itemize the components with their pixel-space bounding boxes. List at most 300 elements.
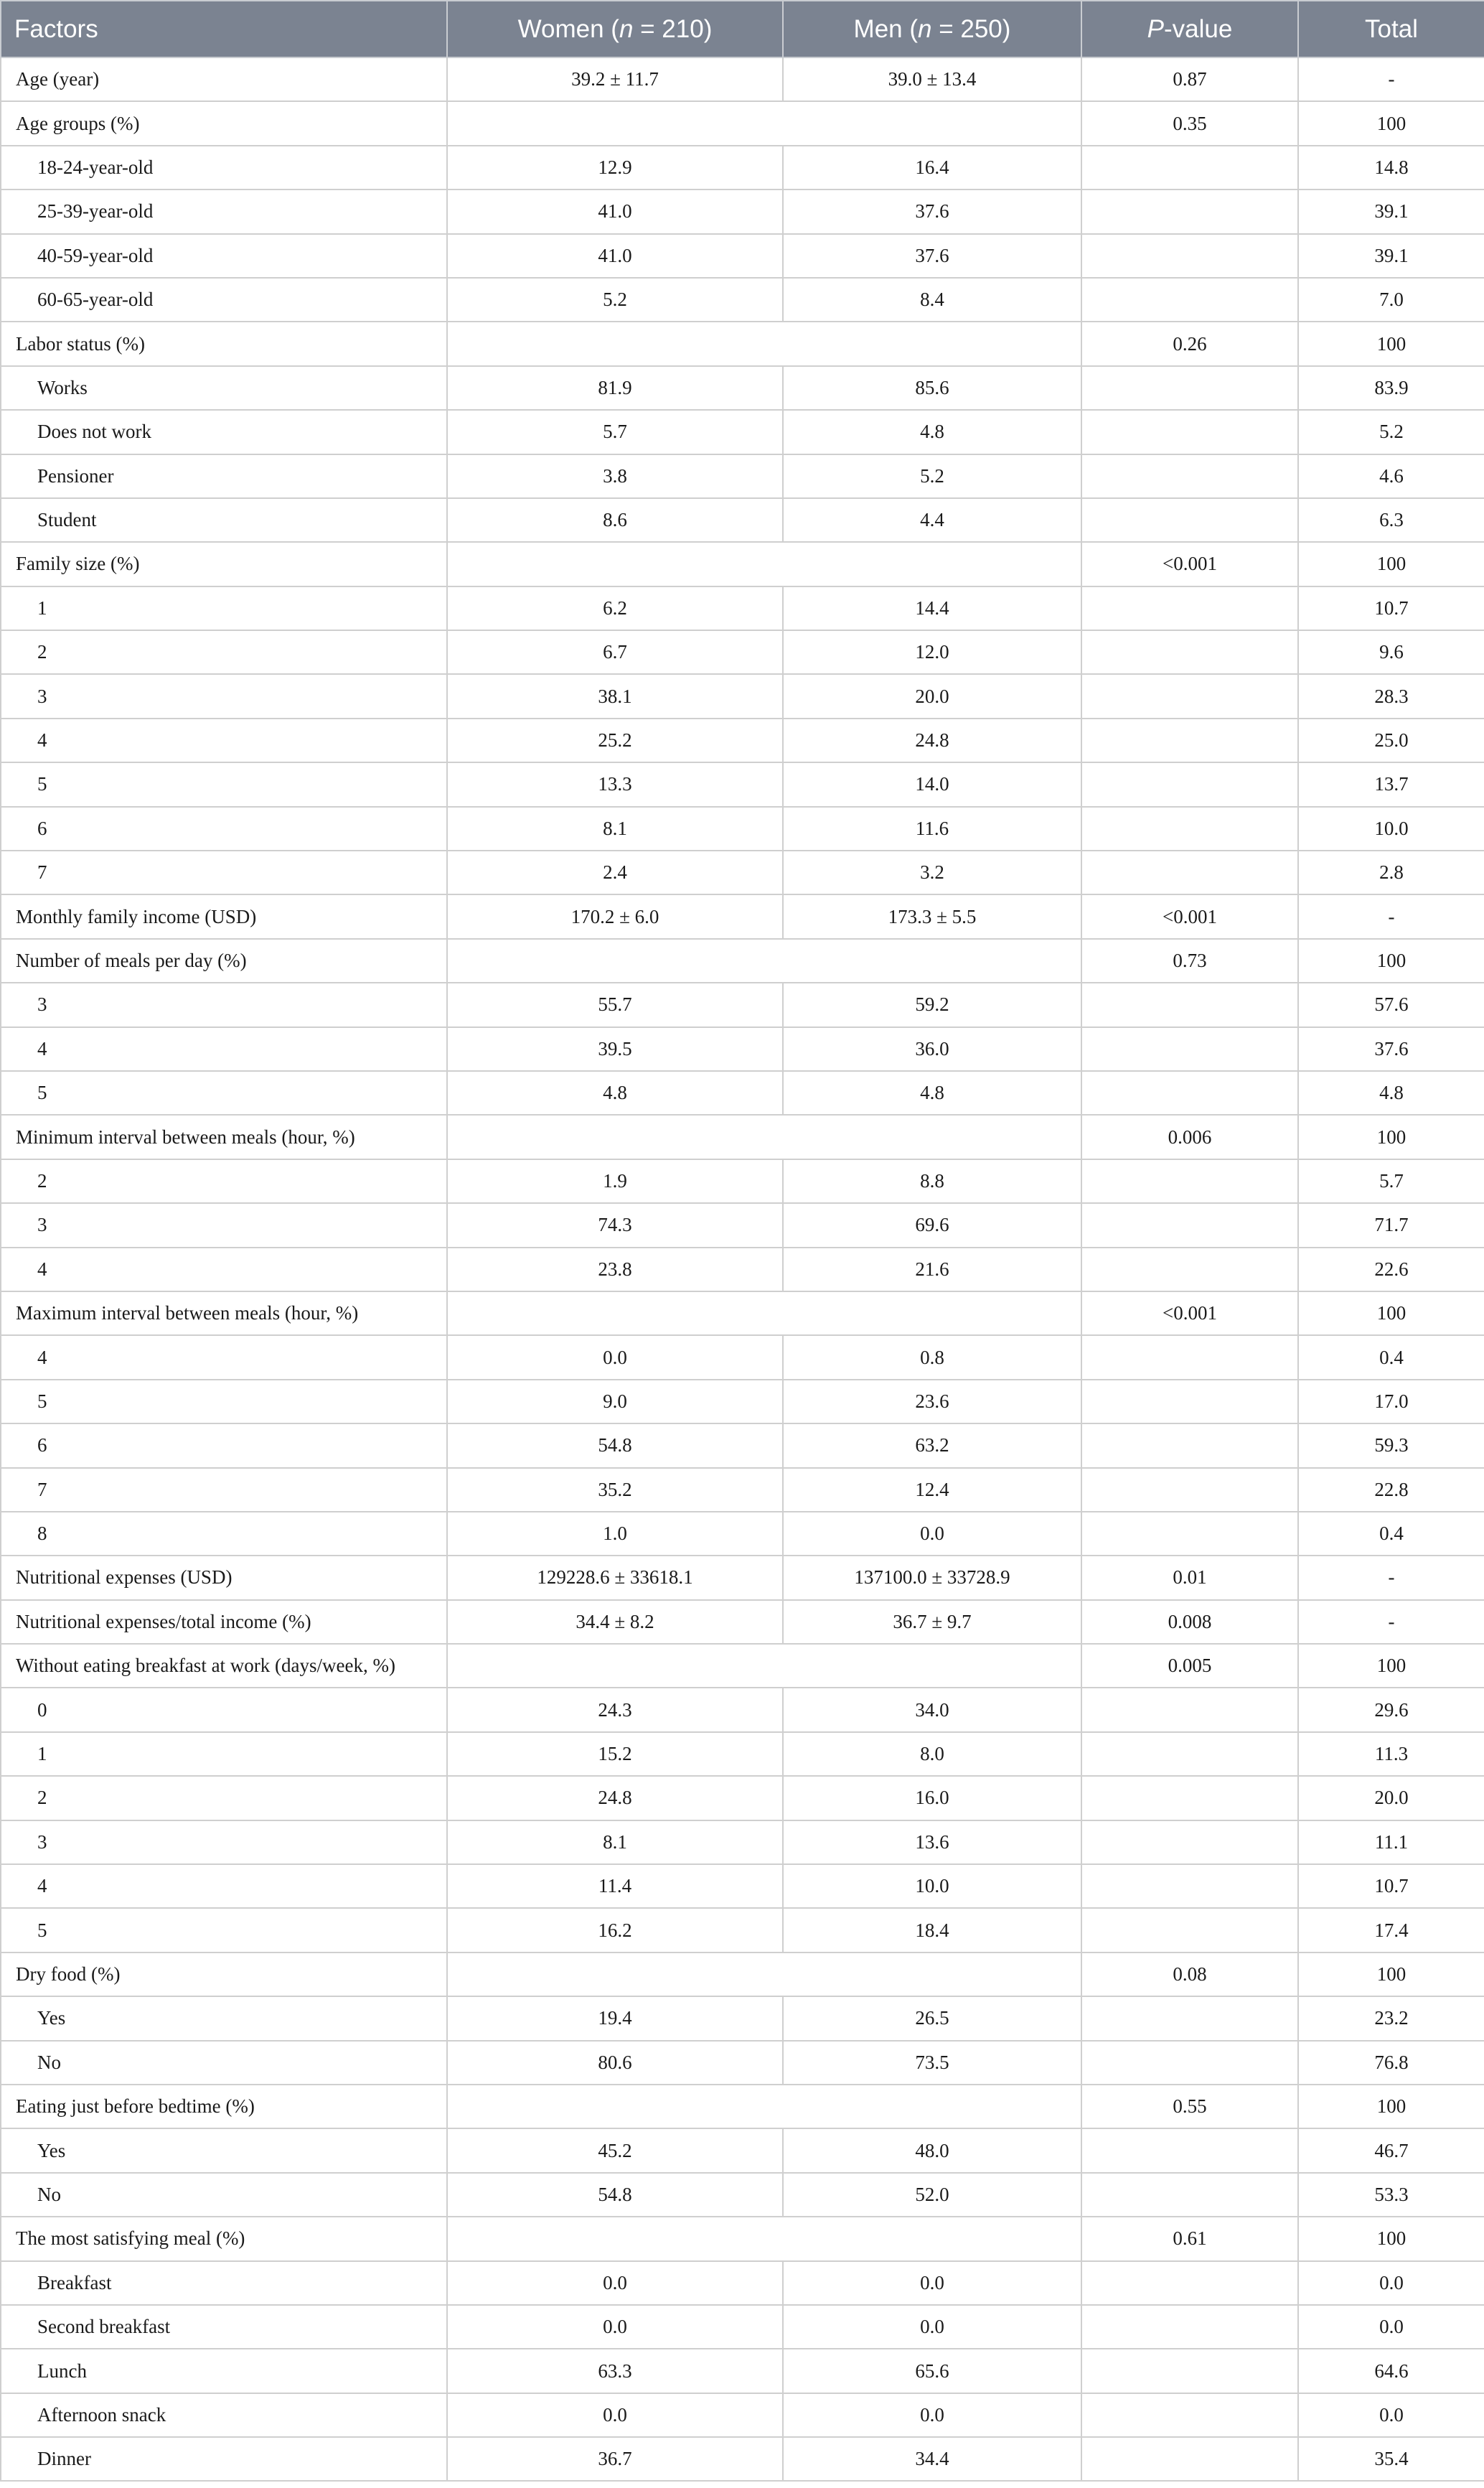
p-value-cell: [1081, 1159, 1298, 1203]
women-cell: 0.0: [447, 2261, 783, 2305]
women-cell: 34.4 ± 8.2: [447, 1600, 783, 1644]
women-cell: 55.7: [447, 983, 783, 1026]
table-subrow: [1, 146, 1484, 190]
table-subrow: [1, 1512, 1484, 1556]
total-cell: 23.2: [1298, 1996, 1484, 2040]
total-cell: 0.0: [1298, 2393, 1484, 2437]
table-subrow: [1, 2041, 1484, 2085]
total-cell: 17.4: [1298, 1908, 1484, 1952]
p-value-cell: [1081, 851, 1298, 894]
p-value-cell: [1081, 762, 1298, 806]
p-value-cell: [1081, 1776, 1298, 1820]
women-cell: 5.7: [447, 410, 783, 454]
total-cell: -: [1298, 1556, 1484, 1599]
women-cell: 2.4: [447, 851, 783, 894]
table-subrow: [1, 674, 1484, 718]
total-cell: 100: [1298, 1644, 1484, 1688]
factor-cell: 4: [1, 1864, 447, 1908]
men-cell: 137100.0 ± 33728.9: [783, 1556, 1081, 1599]
men-cell: 16.4: [783, 146, 1081, 190]
total-cell: 4.6: [1298, 454, 1484, 498]
factor-cell: Age groups (%): [1, 101, 447, 145]
p-value-cell: [1081, 2173, 1298, 2217]
table-subrow: [1, 2261, 1484, 2305]
women-cell: 0.0: [447, 1335, 783, 1379]
factor-cell: No: [1, 2173, 447, 2217]
total-cell: 100: [1298, 101, 1484, 145]
table-row: [1, 101, 1484, 145]
total-cell: 100: [1298, 1291, 1484, 1335]
total-cell: 100: [1298, 322, 1484, 365]
p-value-cell: [1081, 2305, 1298, 2349]
women-cell: 129228.6 ± 33618.1: [447, 1556, 783, 1599]
group-span-cell: [447, 101, 1081, 145]
men-cell: 4.4: [783, 498, 1081, 542]
women-cell: 13.3: [447, 762, 783, 806]
header-total: Total: [1298, 1, 1484, 57]
table-subrow: [1, 1071, 1484, 1115]
men-cell: 5.2: [783, 454, 1081, 498]
women-cell: 39.5: [447, 1027, 783, 1071]
total-cell: 53.3: [1298, 2173, 1484, 2217]
total-cell: 10.7: [1298, 586, 1484, 630]
total-cell: 83.9: [1298, 366, 1484, 410]
table-subrow: [1, 1468, 1484, 1512]
group-span-cell: [447, 2217, 1081, 2260]
men-cell: 0.0: [783, 2305, 1081, 2349]
total-cell: -: [1298, 894, 1484, 938]
p-value-cell: 0.61: [1081, 2217, 1298, 2260]
factor-cell: 3: [1, 983, 447, 1026]
table-subrow: [1, 498, 1484, 542]
men-cell: 26.5: [783, 1996, 1081, 2040]
table-row: [1, 2085, 1484, 2128]
men-cell: 12.4: [783, 1468, 1081, 1512]
total-cell: 100: [1298, 939, 1484, 983]
men-cell: 48.0: [783, 2128, 1081, 2172]
group-span-cell: [447, 542, 1081, 586]
p-value-cell: [1081, 1248, 1298, 1291]
factor-cell: 4: [1, 1248, 447, 1291]
factor-cell: Without eating breakfast at work (days/week, %): [1, 1644, 447, 1688]
p-value-cell: [1081, 1468, 1298, 1512]
men-cell: 34.0: [783, 1688, 1081, 1731]
total-cell: 100: [1298, 2085, 1484, 2128]
factor-cell: 7: [1, 851, 447, 894]
p-value-cell: [1081, 2041, 1298, 2085]
factor-cell: Age (year): [1, 57, 447, 101]
men-cell: 18.4: [783, 1908, 1081, 1952]
women-cell: 23.8: [447, 1248, 783, 1291]
total-cell: 57.6: [1298, 983, 1484, 1026]
total-cell: -: [1298, 57, 1484, 101]
total-cell: 11.3: [1298, 1732, 1484, 1776]
p-value-cell: [1081, 1512, 1298, 1556]
factor-cell: Lunch: [1, 2349, 447, 2393]
p-value-cell: 0.73: [1081, 939, 1298, 983]
table-subrow: [1, 2437, 1484, 2481]
table-row: [1, 1115, 1484, 1159]
men-cell: 13.6: [783, 1820, 1081, 1864]
total-cell: 20.0: [1298, 1776, 1484, 1820]
p-value-cell: [1081, 234, 1298, 278]
p-value-cell: [1081, 2437, 1298, 2481]
men-cell: 36.0: [783, 1027, 1081, 1071]
p-value-cell: [1081, 807, 1298, 851]
women-cell: 170.2 ± 6.0: [447, 894, 783, 938]
women-cell: 1.9: [447, 1159, 783, 1203]
men-cell: 14.0: [783, 762, 1081, 806]
header-p-value: P-value: [1081, 1, 1298, 57]
factor-cell: The most satisfying meal (%): [1, 2217, 447, 2260]
header-row: [1, 1, 1484, 57]
women-cell: 41.0: [447, 190, 783, 233]
total-cell: 22.8: [1298, 1468, 1484, 1512]
p-value-cell: [1081, 2393, 1298, 2437]
women-cell: 54.8: [447, 1423, 783, 1467]
women-cell: 25.2: [447, 719, 783, 762]
p-value-cell: 0.26: [1081, 322, 1298, 365]
men-cell: 8.0: [783, 1732, 1081, 1776]
total-cell: 5.2: [1298, 410, 1484, 454]
total-cell: 76.8: [1298, 2041, 1484, 2085]
table-subrow: [1, 983, 1484, 1026]
factor-cell: Minimum interval between meals (hour, %): [1, 1115, 447, 1159]
table-subrow: [1, 190, 1484, 233]
factor-cell: 1: [1, 1732, 447, 1776]
men-cell: 34.4: [783, 2437, 1081, 2481]
men-cell: 39.0 ± 13.4: [783, 57, 1081, 101]
total-cell: 9.6: [1298, 630, 1484, 674]
total-cell: 28.3: [1298, 674, 1484, 718]
factor-cell: Breakfast: [1, 2261, 447, 2305]
factor-cell: Afternoon snack: [1, 2393, 447, 2437]
table-subrow: [1, 1423, 1484, 1467]
men-cell: 37.6: [783, 190, 1081, 233]
women-cell: 4.8: [447, 1071, 783, 1115]
women-cell: 16.2: [447, 1908, 783, 1952]
total-cell: 10.7: [1298, 1864, 1484, 1908]
men-cell: 8.4: [783, 278, 1081, 322]
p-value-cell: <0.001: [1081, 1291, 1298, 1335]
table-subrow: [1, 1335, 1484, 1379]
p-value-cell: [1081, 983, 1298, 1026]
p-value-cell: [1081, 1908, 1298, 1952]
women-cell: 24.3: [447, 1688, 783, 1731]
total-cell: 11.1: [1298, 1820, 1484, 1864]
factor-cell: 0: [1, 1688, 447, 1731]
table-subrow: [1, 851, 1484, 894]
factor-cell: 2: [1, 1776, 447, 1820]
factor-cell: 2: [1, 1159, 447, 1203]
p-value-cell: [1081, 498, 1298, 542]
p-value-cell: [1081, 1688, 1298, 1731]
factor-cell: 5: [1, 1908, 447, 1952]
men-cell: 14.4: [783, 586, 1081, 630]
total-cell: 29.6: [1298, 1688, 1484, 1731]
table-subrow: [1, 1820, 1484, 1864]
total-cell: 0.4: [1298, 1335, 1484, 1379]
p-value-cell: [1081, 278, 1298, 322]
factor-cell: 5: [1, 1380, 447, 1423]
p-value-cell: 0.08: [1081, 1952, 1298, 1996]
total-cell: 0.0: [1298, 2305, 1484, 2349]
total-cell: 0.4: [1298, 1512, 1484, 1556]
table-subrow: [1, 719, 1484, 762]
men-cell: 0.8: [783, 1335, 1081, 1379]
factor-cell: 3: [1, 1820, 447, 1864]
factor-cell: 6: [1, 807, 447, 851]
factor-cell: Nutritional expenses (USD): [1, 1556, 447, 1599]
men-cell: 59.2: [783, 983, 1081, 1026]
factor-cell: 4: [1, 1335, 447, 1379]
p-value-cell: [1081, 1203, 1298, 1247]
men-cell: 85.6: [783, 366, 1081, 410]
factor-cell: Does not work: [1, 410, 447, 454]
factor-cell: Maximum interval between meals (hour, %): [1, 1291, 447, 1335]
total-cell: -: [1298, 1600, 1484, 1644]
men-cell: 0.0: [783, 2393, 1081, 2437]
table-subrow: [1, 1027, 1484, 1071]
group-span-cell: [447, 2085, 1081, 2128]
factor-cell: 1: [1, 586, 447, 630]
women-cell: 5.2: [447, 278, 783, 322]
p-value-cell: [1081, 1732, 1298, 1776]
factor-cell: Yes: [1, 1996, 447, 2040]
p-value-cell: [1081, 630, 1298, 674]
women-cell: 81.9: [447, 366, 783, 410]
table-subrow: [1, 234, 1484, 278]
p-value-cell: [1081, 1864, 1298, 1908]
table-subrow: [1, 410, 1484, 454]
women-cell: 6.2: [447, 586, 783, 630]
total-cell: 2.8: [1298, 851, 1484, 894]
total-cell: 17.0: [1298, 1380, 1484, 1423]
total-cell: 64.6: [1298, 2349, 1484, 2393]
men-cell: 73.5: [783, 2041, 1081, 2085]
p-value-cell: [1081, 1423, 1298, 1467]
group-span-cell: [447, 939, 1081, 983]
table-subrow: [1, 1908, 1484, 1952]
men-cell: 65.6: [783, 2349, 1081, 2393]
women-cell: 80.6: [447, 2041, 783, 2085]
factor-cell: No: [1, 2041, 447, 2085]
p-value-cell: 0.35: [1081, 101, 1298, 145]
table-row: [1, 1291, 1484, 1335]
men-cell: 24.8: [783, 719, 1081, 762]
factor-cell: 4: [1, 719, 447, 762]
total-cell: 13.7: [1298, 762, 1484, 806]
table-subrow: [1, 1996, 1484, 2040]
women-cell: 35.2: [447, 1468, 783, 1512]
factor-cell: 5: [1, 1071, 447, 1115]
table-subrow: [1, 278, 1484, 322]
table-subrow: [1, 807, 1484, 851]
men-cell: 11.6: [783, 807, 1081, 851]
table-subrow: [1, 1159, 1484, 1203]
p-value-cell: [1081, 454, 1298, 498]
total-cell: 71.7: [1298, 1203, 1484, 1247]
p-value-cell: 0.008: [1081, 1600, 1298, 1644]
women-cell: 41.0: [447, 234, 783, 278]
total-cell: 0.0: [1298, 2261, 1484, 2305]
total-cell: 7.0: [1298, 278, 1484, 322]
table-subrow: [1, 2128, 1484, 2172]
table-subrow: [1, 2393, 1484, 2437]
men-cell: 12.0: [783, 630, 1081, 674]
table-subrow: [1, 762, 1484, 806]
table-row: [1, 2217, 1484, 2260]
table-subrow: [1, 1776, 1484, 1820]
table-row: [1, 1556, 1484, 1599]
women-cell: 39.2 ± 11.7: [447, 57, 783, 101]
factor-cell: 3: [1, 1203, 447, 1247]
women-cell: 6.7: [447, 630, 783, 674]
women-cell: 0.0: [447, 2393, 783, 2437]
p-value-cell: [1081, 586, 1298, 630]
men-cell: 52.0: [783, 2173, 1081, 2217]
factor-cell: 8: [1, 1512, 447, 1556]
total-cell: 4.8: [1298, 1071, 1484, 1115]
table-row: [1, 542, 1484, 586]
table-subrow: [1, 454, 1484, 498]
total-cell: 35.4: [1298, 2437, 1484, 2481]
men-cell: 21.6: [783, 1248, 1081, 1291]
women-cell: 9.0: [447, 1380, 783, 1423]
header-women: Women (n = 210): [447, 1, 783, 57]
factor-cell: Yes: [1, 2128, 447, 2172]
header-factors: Factors: [1, 1, 447, 57]
factor-cell: 40-59-year-old: [1, 234, 447, 278]
p-value-cell: [1081, 674, 1298, 718]
p-value-cell: [1081, 366, 1298, 410]
table-row: [1, 1644, 1484, 1688]
table-body: [1, 57, 1484, 2481]
table-subrow: [1, 1380, 1484, 1423]
total-cell: 59.3: [1298, 1423, 1484, 1467]
total-cell: 46.7: [1298, 2128, 1484, 2172]
p-value-cell: [1081, 190, 1298, 233]
p-value-cell: [1081, 146, 1298, 190]
group-span-cell: [447, 1644, 1081, 1688]
men-cell: 63.2: [783, 1423, 1081, 1467]
total-cell: 39.1: [1298, 190, 1484, 233]
table-row: [1, 894, 1484, 938]
table-subrow: [1, 1864, 1484, 1908]
table-subrow: [1, 1248, 1484, 1291]
factor-cell: 6: [1, 1423, 447, 1467]
table-row: [1, 939, 1484, 983]
p-value-cell: 0.006: [1081, 1115, 1298, 1159]
p-value-cell: [1081, 2261, 1298, 2305]
table-subrow: [1, 1688, 1484, 1731]
total-cell: 100: [1298, 1952, 1484, 1996]
factor-cell: Second breakfast: [1, 2305, 447, 2349]
women-cell: 3.8: [447, 454, 783, 498]
men-cell: 23.6: [783, 1380, 1081, 1423]
men-cell: 69.6: [783, 1203, 1081, 1247]
women-cell: 8.1: [447, 807, 783, 851]
factor-cell: Pensioner: [1, 454, 447, 498]
men-cell: 8.8: [783, 1159, 1081, 1203]
men-cell: 0.0: [783, 1512, 1081, 1556]
men-cell: 4.8: [783, 410, 1081, 454]
header-men: Men (n = 250): [783, 1, 1081, 57]
factor-cell: Eating just before bedtime (%): [1, 2085, 447, 2128]
table-subrow: [1, 366, 1484, 410]
men-cell: 3.2: [783, 851, 1081, 894]
women-cell: 11.4: [447, 1864, 783, 1908]
men-cell: 37.6: [783, 234, 1081, 278]
factor-cell: 18-24-year-old: [1, 146, 447, 190]
factor-cell: Labor status (%): [1, 322, 447, 365]
table-subrow: [1, 1203, 1484, 1247]
men-cell: 36.7 ± 9.7: [783, 1600, 1081, 1644]
table-subrow: [1, 630, 1484, 674]
women-cell: 19.4: [447, 1996, 783, 2040]
total-cell: 39.1: [1298, 234, 1484, 278]
p-value-cell: [1081, 719, 1298, 762]
factor-cell: 4: [1, 1027, 447, 1071]
table-subrow: [1, 2173, 1484, 2217]
factor-cell: 60-65-year-old: [1, 278, 447, 322]
men-cell: 0.0: [783, 2261, 1081, 2305]
group-span-cell: [447, 1952, 1081, 1996]
table-row: [1, 322, 1484, 365]
women-cell: 38.1: [447, 674, 783, 718]
total-cell: 100: [1298, 542, 1484, 586]
men-cell: 10.0: [783, 1864, 1081, 1908]
p-value-cell: [1081, 1820, 1298, 1864]
women-cell: 1.0: [447, 1512, 783, 1556]
total-cell: 25.0: [1298, 719, 1484, 762]
p-value-cell: [1081, 2128, 1298, 2172]
total-cell: 22.6: [1298, 1248, 1484, 1291]
factor-cell: 5: [1, 762, 447, 806]
table-subrow: [1, 2305, 1484, 2349]
factor-cell: Number of meals per day (%): [1, 939, 447, 983]
women-cell: 15.2: [447, 1732, 783, 1776]
women-cell: 0.0: [447, 2305, 783, 2349]
table-subrow: [1, 586, 1484, 630]
p-value-cell: [1081, 1335, 1298, 1379]
factor-cell: Monthly family income (USD): [1, 894, 447, 938]
table-subrow: [1, 1732, 1484, 1776]
factor-cell: Works: [1, 366, 447, 410]
men-cell: 20.0: [783, 674, 1081, 718]
women-cell: 24.8: [447, 1776, 783, 1820]
women-cell: 12.9: [447, 146, 783, 190]
p-value-cell: [1081, 1071, 1298, 1115]
women-cell: 36.7: [447, 2437, 783, 2481]
p-value-cell: [1081, 1027, 1298, 1071]
table-row: [1, 1952, 1484, 1996]
factor-cell: 3: [1, 674, 447, 718]
total-cell: 6.3: [1298, 498, 1484, 542]
table-row: [1, 1600, 1484, 1644]
p-value-cell: [1081, 410, 1298, 454]
factor-cell: Dinner: [1, 2437, 447, 2481]
factor-cell: 25-39-year-old: [1, 190, 447, 233]
factor-cell: 2: [1, 630, 447, 674]
total-cell: 5.7: [1298, 1159, 1484, 1203]
p-value-cell: 0.87: [1081, 57, 1298, 101]
women-cell: 45.2: [447, 2128, 783, 2172]
women-cell: 8.6: [447, 498, 783, 542]
group-span-cell: [447, 1115, 1081, 1159]
factor-cell: Student: [1, 498, 447, 542]
women-cell: 74.3: [447, 1203, 783, 1247]
